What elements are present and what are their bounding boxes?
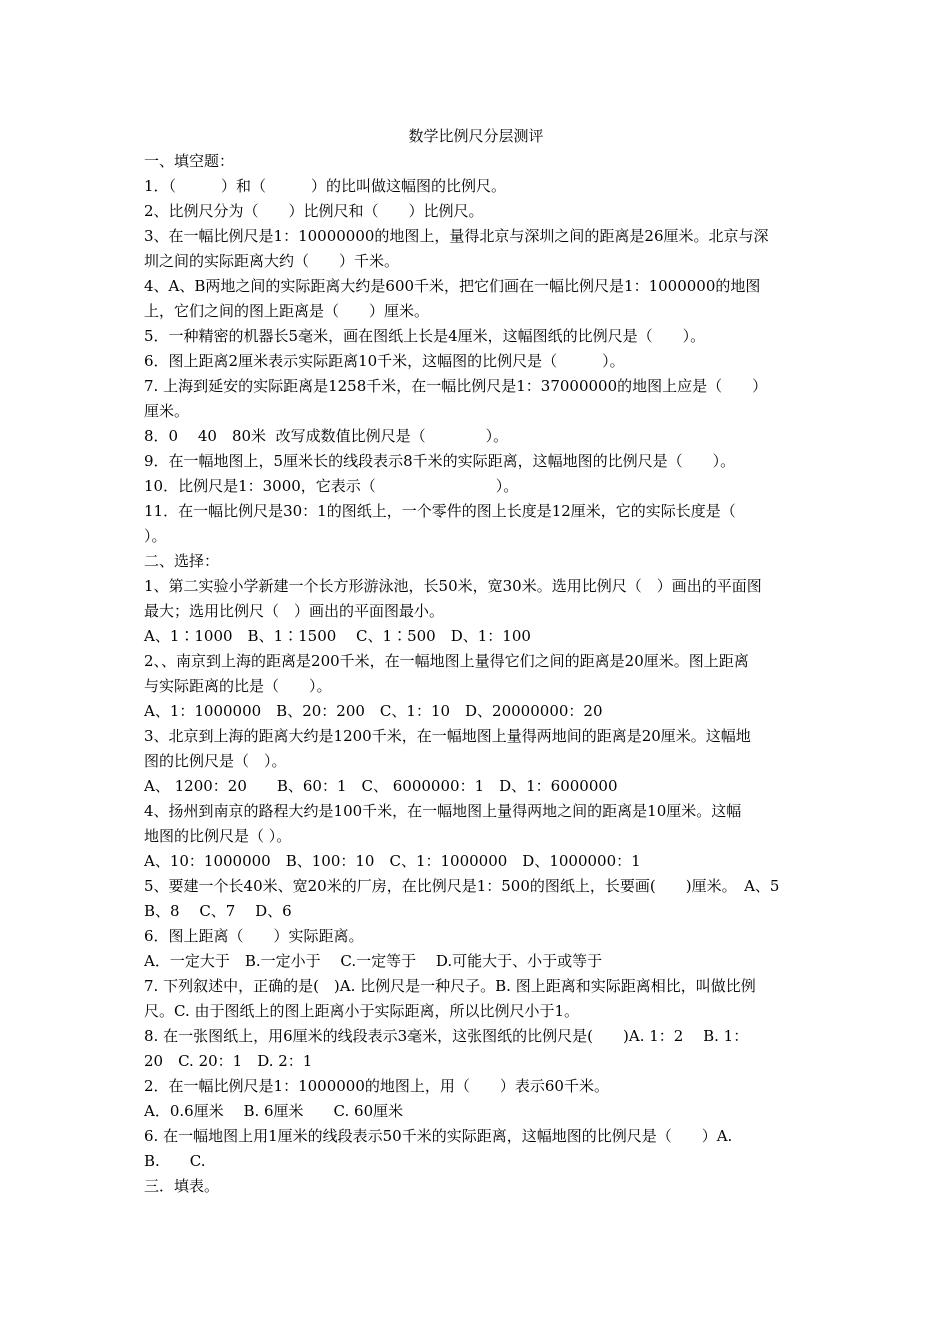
- document-line: 9．在一幅地图上，5厘米长的线段表示8千米的实际距离，这幅地图的比例尺是（ ）。: [144, 452, 736, 470]
- document-line: 1、第二实验小学新建一个长方形游泳池，长50米，宽30米。选用比例尺（ ）画出的平面图: [144, 577, 762, 595]
- document-line: 二、选择：: [144, 552, 220, 570]
- document-line: 厘米。: [144, 402, 190, 420]
- document-line: B. C.: [144, 1152, 206, 1170]
- document-line: B、8 C、7 D、6: [144, 902, 292, 920]
- document-title: 数学比例尺分层测评: [408, 127, 544, 145]
- document-line: 7. 上海到延安的实际距离是1258千米，在一幅比例尺是1：37000000的地图上应是（ ）: [144, 377, 768, 395]
- document-line: 3、在一幅比例尺是1：10000000的地图上，量得北京与深圳之间的距离是26厘米。北京与深: [144, 227, 769, 245]
- document-body: [144, 149, 808, 1199]
- document-line: A、 1200：20 B、60：1 C、 6000000：1 D、1：6000000: [144, 777, 618, 795]
- document-line: 图的比例尺是（ ）。: [144, 752, 287, 770]
- document-line: 5、要建一个长40米、宽20米的厂房，在比例尺是1：500的图纸上，长要画( )厘米。 A、5: [144, 877, 780, 895]
- document-line: 6．图上距离2厘米表示实际距离10千米，这幅图的比例尺是（ ）。: [144, 352, 625, 370]
- document-line: 5．一种精密的机器长5毫米，画在图纸上长是4厘米，这幅图纸的比例尺是（ ）。: [144, 327, 706, 345]
- document-line: 最大；选用比例尺（ ）画出的平面图最小。: [144, 602, 445, 620]
- document-line: 8. 在一张图纸上，用6厘米的线段表示3毫米，这张图纸的比例尺是( )A. 1：2 B. 1：: [144, 1027, 749, 1045]
- document-line: 6. 在一幅地图上用1厘米的线段表示50千米的实际距离，这幅地图的比例尺是（ ）A.: [144, 1127, 733, 1145]
- document-line: 8．0 40 80米 改写成数值比例尺是（ ）。: [144, 427, 509, 445]
- document-line: 一、填空题：: [144, 152, 235, 170]
- document-page: [144, 124, 808, 1199]
- document-line: 地图的比例尺是（ ）。: [144, 827, 292, 845]
- document-line: 1．（ ）和（ ）的比叫做这幅图的比例尺。: [144, 177, 507, 195]
- document-line: A、1：1000000 B、20：200 C、1：10 D、20000000：20: [144, 702, 603, 720]
- document-line: 2．在一幅比例尺是1：1000000的地图上，用（ ）表示60千米。: [144, 1077, 609, 1095]
- document-line: 4、A、B两地之间的实际距离大约是600千米，把它们画在一幅比例尺是1：1000000的地图: [144, 277, 761, 295]
- document-line: 圳之间的实际距离大约（ ）千米。: [144, 252, 400, 270]
- document-line: 20 C. 20：1 D. 2：1: [144, 1052, 313, 1070]
- document-line: 3、北京到上海的距离大约是1200千米，在一幅地图上量得两地间的距离是20厘米。这幅地: [144, 727, 751, 745]
- document-line: 10．比例尺是1：3000，它表示（ ）。: [144, 477, 519, 495]
- document-line: 7. 下列叙述中，正确的是( )A. 比例尺是一种尺子。B. 图上距离和实际距离相比，叫做比例: [144, 977, 756, 995]
- document-line: A、1∶1000 B、1∶1500 C、1∶500 D、1：100: [144, 627, 531, 645]
- document-line: ）。: [144, 527, 167, 545]
- document-line: 尺。C. 由于图纸上的图上距离小于实际距离，所以比例尺小于1。: [144, 1002, 580, 1020]
- document-line: 2、、南京到上海的距离是200千米，在一幅地图上量得它们之间的距离是20厘米。图上距离: [144, 652, 749, 670]
- document-line: 6．图上距离（ ）实际距离。: [144, 927, 364, 945]
- document-line: 与实际距离的比是（ ）。: [144, 677, 332, 695]
- document-line: 三．填表。: [144, 1177, 220, 1195]
- document-line: 11．在一幅比例尺是30：1的图纸上，一个零件的图上长度是12厘米，它的实际长度是（: [144, 502, 736, 520]
- document-line: 上，它们之间的图上距离是（ ）厘米。: [144, 302, 430, 320]
- document-line: A．0.6厘米 B. 6厘米 C. 60厘米: [144, 1102, 404, 1120]
- document-line: A、10：1000000 B、100：10 C、1：1000000 D、1000000：1: [144, 852, 641, 870]
- document-line: A．一定大于 B.一定小于 C.一定等于 D.可能大于、小于或等于: [144, 952, 603, 970]
- document-line: 4、扬州到南京的路程大约是100千米，在一幅地图上量得两地之间的距离是10厘米。这幅: [144, 802, 742, 820]
- document-line: 2、比例尺分为（ ）比例尺和（ ）比例尺。: [144, 202, 484, 220]
